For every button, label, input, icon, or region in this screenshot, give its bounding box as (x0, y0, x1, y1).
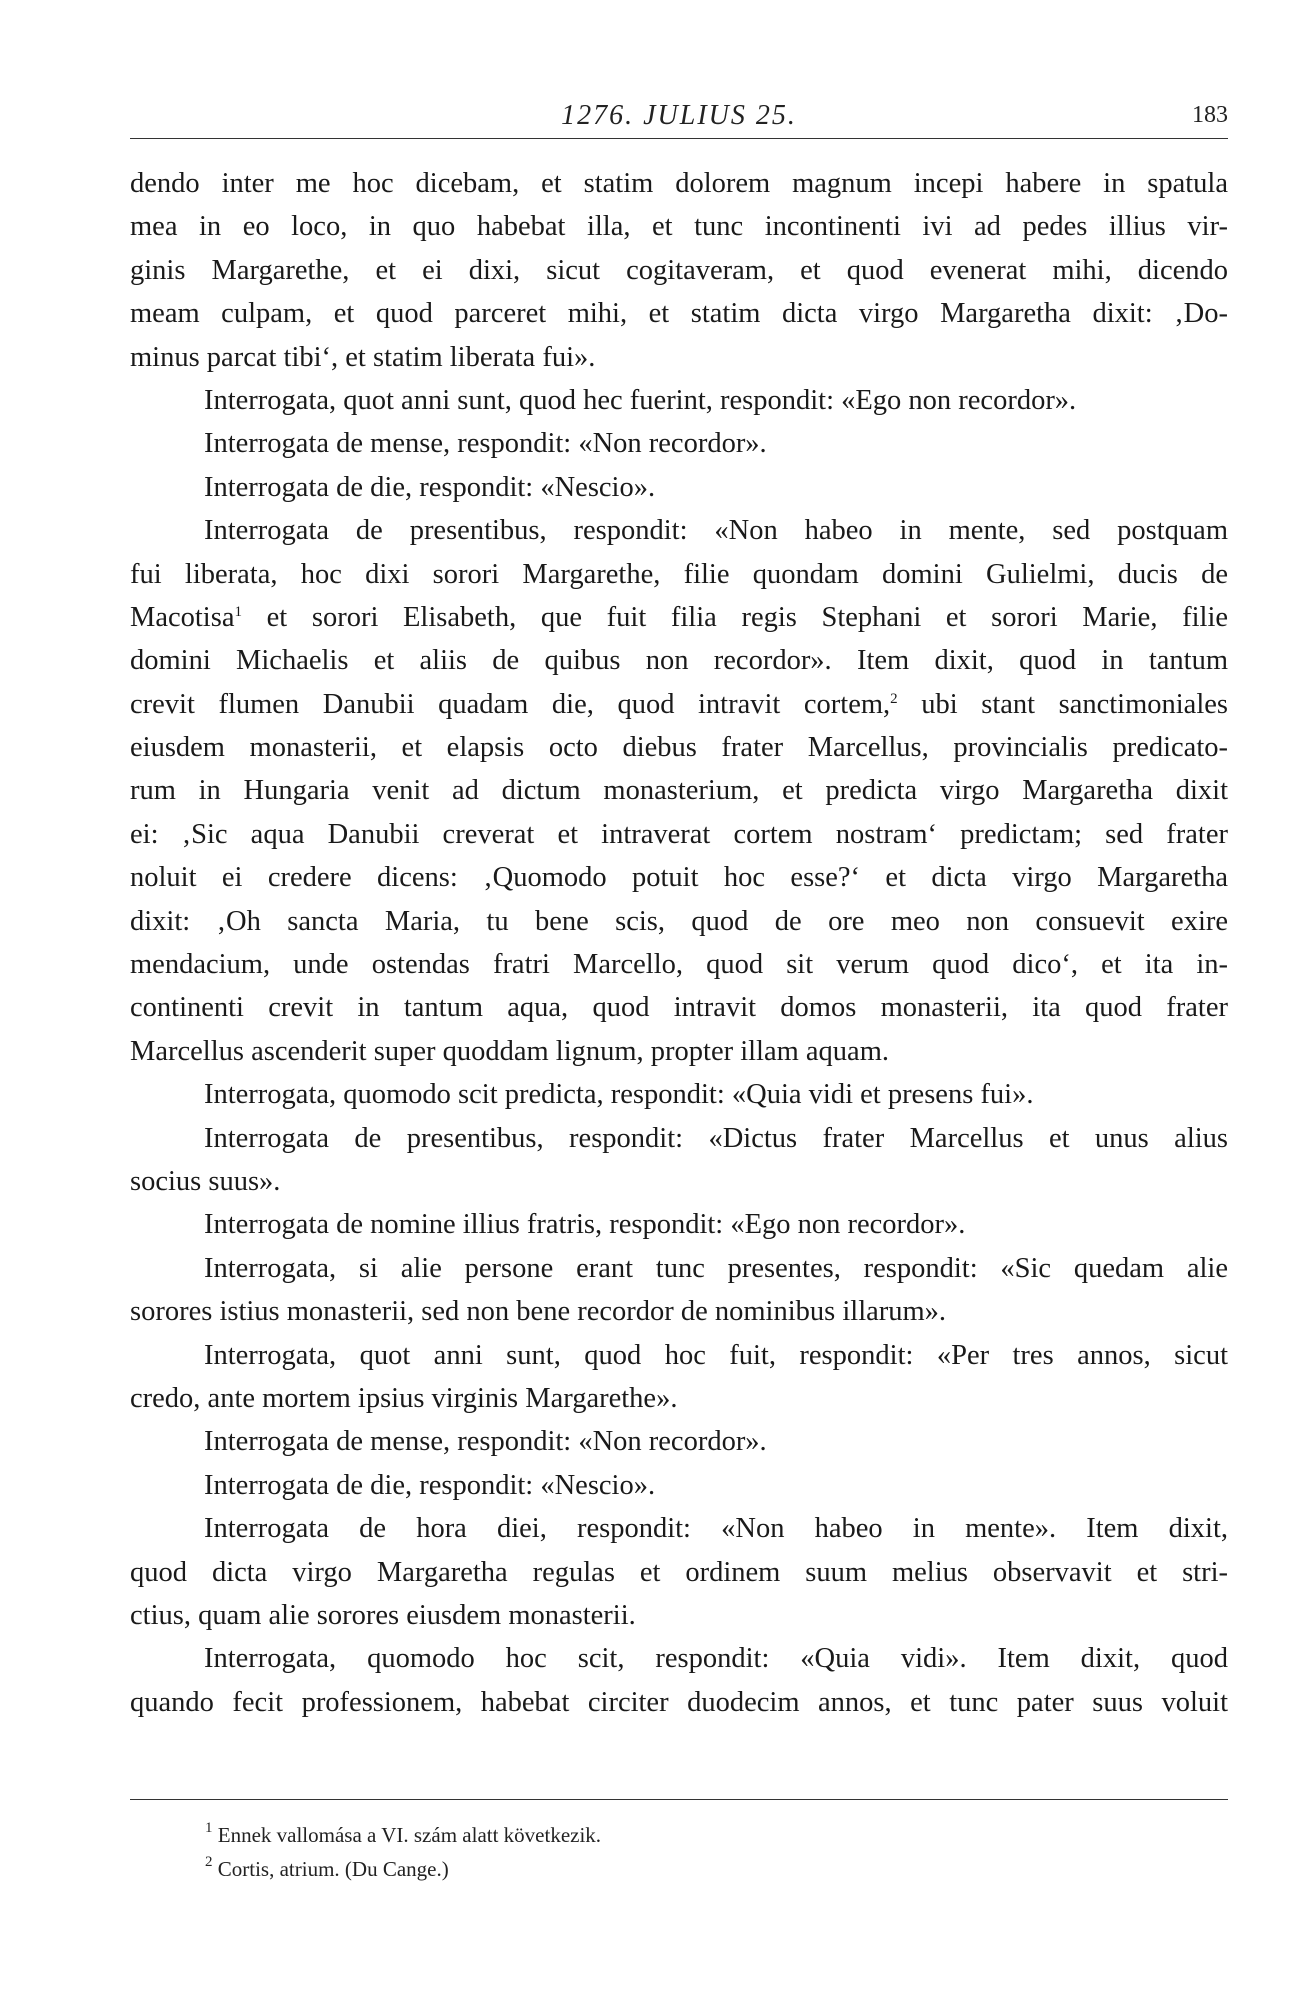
text-line: Interrogata de mense, respondit: «Non recordor». (204, 1426, 767, 1458)
footnote-1 (205, 1818, 1105, 1852)
running-header (130, 100, 1228, 136)
text-line: Interrogata, quomodo scit predicta, respondit: «Quia vidi et presens fui». (204, 1079, 1034, 1111)
text-line: credo, ante mortem ipsius virginis Margarethe». (130, 1382, 678, 1414)
text-line: sorores istius monasterii, sed non bene recordor de nominibus illarum». (130, 1296, 947, 1328)
text-line: quando fecit professionem, habebat circiter duodecim annos, et tunc pater suus voluit (130, 1686, 1228, 1718)
text-line: meam culpam, et quod parceret mihi, et statim dicta virgo Margaretha dixit: ‚Do- (130, 298, 1228, 330)
text-line: Interrogata, quomodo hoc scit, respondit: «Quia vidi». Item dixit, quod (204, 1643, 1228, 1675)
text-fragment: ubi stant sanctimoniales (921, 688, 1228, 720)
text-fragment: crevit flumen Danubii quadam die, quod intravit cortem, (130, 688, 891, 720)
text-line (130, 596, 1228, 639)
text-line: noluit ei credere dicens: ‚Quomodo potuit hoc esse?‘ et dicta virgo Margaretha (130, 862, 1228, 894)
text-line: Marcellus ascenderit super quoddam lignum, propter illam aquam. (130, 1035, 889, 1067)
text-line: Interrogata, quot anni sunt, quod hec fuerint, respondit: «Ego non recordor». (204, 384, 1077, 416)
text-line: fui liberata, hoc dixi sorori Margarethe, filie quondam domini Gulielmi, ducis de (130, 558, 1228, 590)
text-line (130, 683, 1228, 726)
text-line: mendacium, unde ostendas fratri Marcello, quod sit verum quod dico‘, et ita in- (130, 949, 1228, 981)
text-line: socius suus». (130, 1165, 281, 1197)
footnote-mark: 1 (205, 1820, 213, 1836)
text-fragment: Macotisa (130, 601, 235, 633)
text-line: rum in Hungaria venit ad dictum monasterium, et predicta virgo Margaretha dixit (130, 775, 1228, 807)
text-line: eiusdem monasterii, et elapsis octo diebus frater Marcellus, provincialis predicato- (130, 732, 1228, 764)
text-line: mea in eo loco, in quo habebat illa, et tunc incontinenti ivi ad pedes illius vir- (130, 211, 1228, 243)
text-line: ei: ‚Sic aqua Danubii creverat et intraverat cortem nostram‘ predictam; sed frater (130, 818, 1228, 850)
text-line: Interrogata de presentibus, respondit: «Non habeo in mente, sed postquam (204, 515, 1228, 547)
text-line: continenti crevit in tantum aqua, quod intravit domos monasterii, ita quod frater (130, 992, 1228, 1024)
footnotes (205, 1818, 1105, 1886)
text-line: ctius, quam alie sorores eiusdem monasterii. (130, 1599, 636, 1631)
footnote-text: Ennek vallomása a VI. szám alatt következik. (217, 1823, 602, 1847)
text-line: Interrogata de presentibus, respondit: «Dictus frater Marcellus et unus alius (204, 1122, 1228, 1154)
text-line: ginis Margarethe, et ei dixi, sicut cogitaveram, et quod evenerat mihi, dicendo (130, 254, 1228, 286)
text-line: Interrogata de die, respondit: «Nescio». (204, 471, 656, 503)
page-number: 183 (1192, 102, 1228, 128)
header-divider (130, 138, 1228, 139)
text-line: Interrogata, quot anni sunt, quod hoc fuit, respondit: «Per tres annos, sicut (204, 1339, 1228, 1371)
text-line: dixit: ‚Oh sancta Maria, tu bene scis, quod de ore meo non consuevit exire (130, 905, 1228, 937)
text-line: domini Michaelis et aliis de quibus non recordor». Item dixit, quod in tantum (130, 645, 1228, 677)
footnote-divider (130, 1799, 1228, 1800)
text-line: Interrogata de hora diei, respondit: «Non habeo in mente». Item dixit, (204, 1513, 1228, 1545)
text-fragment: et sorori Elisabeth, que fuit filia regis Stephani et sorori Marie, filie (266, 601, 1229, 633)
text-line: quod dicta virgo Margaretha regulas et ordinem suum melius observavit et stri- (130, 1556, 1228, 1588)
running-title: 1276. JULIUS 25. (561, 100, 797, 131)
footnote-text: Cortis, atrium. (Du Cange.) (217, 1857, 449, 1881)
text-line: minus parcat tibi‘, et statim liberata fui». (130, 341, 596, 373)
text-line: Interrogata, si alie persone erant tunc presentes, respondit: «Sic quedam alie (204, 1252, 1228, 1284)
text-line: Interrogata de die, respondit: «Nescio». (204, 1469, 656, 1501)
footnote-mark: 2 (205, 1854, 213, 1870)
footnote-ref-2[interactable]: 2 (890, 690, 898, 707)
footnote-2 (205, 1852, 1105, 1886)
body-text (130, 162, 1228, 1724)
text-line: dendo inter me hoc dicebam, et statim dolorem magnum incepi habere in spatula (130, 168, 1228, 199)
text-line: Interrogata de mense, respondit: «Non recordor». (204, 428, 767, 460)
text-line: Interrogata de nomine illius fratris, respondit: «Ego non recordor». (204, 1209, 966, 1241)
footnote-ref-1[interactable]: 1 (234, 603, 242, 620)
